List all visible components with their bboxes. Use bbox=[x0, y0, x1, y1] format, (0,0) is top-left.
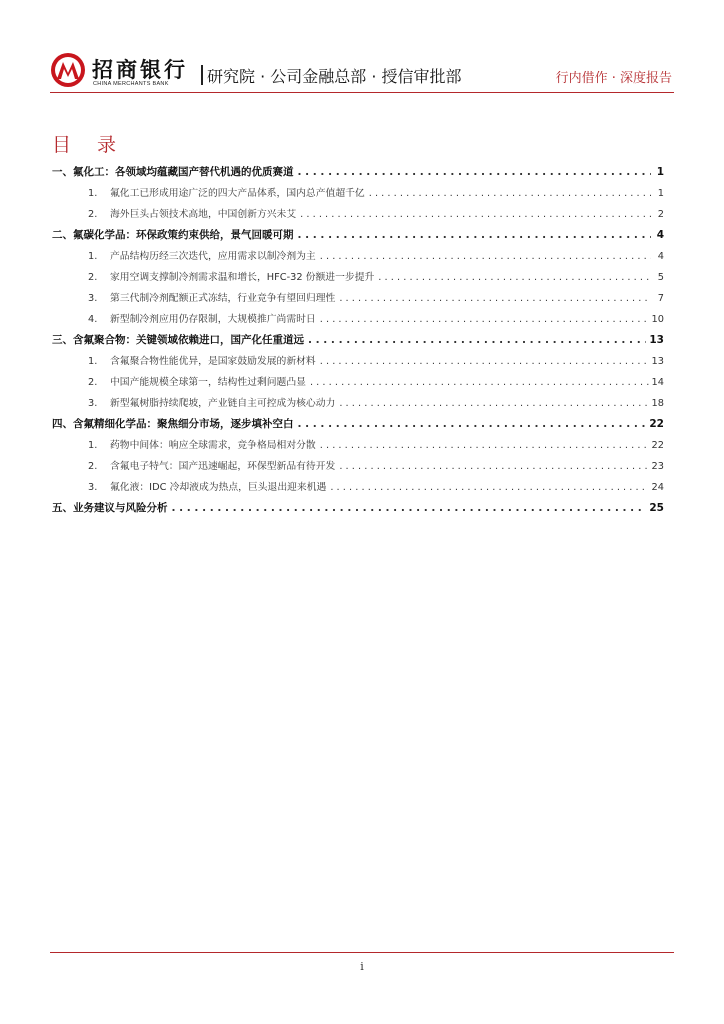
toc-section-entry[interactable] bbox=[52, 179, 664, 200]
toc-section-entry[interactable] bbox=[52, 284, 664, 305]
table-of-contents bbox=[52, 158, 664, 515]
report-type-label: 行内借作 · 深度报告 bbox=[555, 71, 672, 86]
toc-section-entry[interactable] bbox=[52, 473, 664, 494]
toc-dot-leader bbox=[339, 292, 651, 305]
toc-section-entry[interactable] bbox=[52, 368, 664, 389]
toc-dot-leader bbox=[300, 208, 651, 221]
toc-entry-title: 五、业务建议与风险分析 bbox=[52, 502, 168, 514]
toc-entry-number: 2. bbox=[88, 209, 98, 220]
toc-section-entry[interactable] bbox=[52, 263, 664, 284]
toc-dot-leader bbox=[378, 271, 651, 284]
toc-entry-number: 1. bbox=[88, 188, 98, 199]
toc-page-number: 22 bbox=[649, 418, 664, 430]
toc-dot-leader bbox=[320, 439, 649, 452]
department-line: 研究院 · 公司金融总部 · 授信审批部 bbox=[207, 67, 462, 86]
cmb-logo-icon bbox=[50, 52, 86, 88]
toc-entry-title: 药物中间体：响应全球需求，竞争格局相对分散 bbox=[110, 440, 316, 451]
toc-page-number: 1 bbox=[657, 188, 664, 199]
toc-page-number: 4 bbox=[657, 251, 664, 262]
toc-page-number: 10 bbox=[651, 314, 664, 325]
bank-name-en: CHINA MERCHANTS BANK bbox=[93, 81, 169, 87]
toc-section-entry[interactable] bbox=[52, 389, 664, 410]
toc-entry-title: 四、含氟精细化学品：聚焦细分市场，逐步填补空白 bbox=[52, 418, 294, 430]
toc-entry-title: 新型氟树脂持续爬坡，产业链自主可控成为核心动力 bbox=[110, 398, 336, 409]
toc-entry-title: 三、含氟聚合物：关键领域依赖进口，国产化任重道远 bbox=[52, 334, 304, 346]
toc-page-number: 5 bbox=[657, 272, 664, 283]
toc-page-number: 13 bbox=[651, 356, 664, 367]
header-separator bbox=[201, 65, 203, 85]
toc-entry-number: 3. bbox=[88, 398, 98, 409]
toc-dot-leader bbox=[172, 502, 647, 515]
toc-entry-number: 1. bbox=[88, 356, 98, 367]
toc-page-number: 23 bbox=[651, 461, 664, 472]
toc-entry-number: 4. bbox=[88, 314, 98, 325]
toc-chapter-entry[interactable] bbox=[52, 494, 664, 515]
toc-entry-number: 3. bbox=[88, 482, 98, 493]
toc-section-entry[interactable] bbox=[52, 347, 664, 368]
toc-entry-title: 二、氟碳化学品：环保政策约束供给，景气回暖可期 bbox=[52, 229, 294, 241]
toc-section-entry[interactable] bbox=[52, 431, 664, 452]
toc-page-number: 18 bbox=[651, 398, 664, 409]
toc-page-number: 7 bbox=[657, 293, 664, 304]
toc-page-number: 1 bbox=[656, 166, 664, 178]
toc-dot-leader bbox=[320, 250, 651, 263]
toc-entry-title: 含氟电子特气：国产迅速崛起，环保型新品有待开发 bbox=[110, 461, 336, 472]
toc-section-entry[interactable] bbox=[52, 305, 664, 326]
toc-entry-title: 氟化液：IDC 冷却液成为热点，巨头退出迎来机遇 bbox=[110, 482, 327, 493]
toc-dot-leader bbox=[298, 229, 652, 242]
toc-entry-title: 家用空调支撑制冷剂需求温和增长，HFC-32 份额进一步提升 bbox=[110, 272, 375, 283]
toc-entry-title: 海外巨头占领技术高地，中国创新方兴未艾 bbox=[110, 209, 297, 220]
toc-page-number: 13 bbox=[649, 334, 664, 346]
toc-entry-title: 一、氟化工：各领域均蕴藏国产替代机遇的优质赛道 bbox=[52, 166, 294, 178]
toc-chapter-entry[interactable] bbox=[52, 158, 664, 179]
toc-entry-title: 新型制冷剂应用仍存限制，大规模推广尚需时日 bbox=[110, 314, 316, 325]
toc-page-number: 24 bbox=[651, 482, 664, 493]
toc-chapter-entry[interactable] bbox=[52, 221, 664, 242]
toc-entry-title: 第三代制冷剂配额正式冻结，行业竞争有望回归理性 bbox=[110, 293, 336, 304]
toc-title: 目 录 bbox=[52, 134, 127, 156]
toc-entry-number: 2. bbox=[88, 272, 98, 283]
toc-chapter-entry[interactable] bbox=[52, 410, 664, 431]
toc-dot-leader bbox=[298, 418, 647, 431]
toc-dot-leader bbox=[320, 355, 649, 368]
toc-page-number: 14 bbox=[651, 377, 664, 388]
toc-entry-title: 氟化工已形成用途广泛的四大产品体系，国内总产值超千亿 bbox=[110, 188, 365, 199]
header-rule bbox=[50, 92, 674, 93]
toc-entry-number: 1. bbox=[88, 251, 98, 262]
toc-section-entry[interactable] bbox=[52, 452, 664, 473]
toc-dot-leader bbox=[298, 166, 652, 179]
toc-entry-title: 中国产能规模全球第一，结构性过剩问题凸显 bbox=[110, 377, 306, 388]
toc-page-number: 4 bbox=[656, 229, 664, 241]
toc-page-number: 22 bbox=[651, 440, 664, 451]
toc-page-number: 2 bbox=[657, 209, 664, 220]
bank-name-cn: 招商银行 bbox=[92, 57, 188, 82]
toc-entry-title: 含氟聚合物性能优异，是国家鼓励发展的新材料 bbox=[110, 356, 316, 367]
page-header bbox=[50, 50, 674, 94]
toc-dot-leader bbox=[339, 460, 648, 473]
toc-chapter-entry[interactable] bbox=[52, 326, 664, 347]
toc-dot-leader bbox=[330, 481, 648, 494]
toc-dot-leader bbox=[310, 376, 649, 389]
toc-entry-number: 2. bbox=[88, 377, 98, 388]
toc-dot-leader bbox=[320, 313, 649, 326]
toc-entry-number: 1. bbox=[88, 440, 98, 451]
toc-entry-number: 3. bbox=[88, 293, 98, 304]
footer-rule bbox=[50, 952, 674, 953]
toc-entry-title: 产品结构历经三次迭代，应用需求以制冷剂为主 bbox=[110, 251, 316, 262]
toc-dot-leader bbox=[369, 187, 651, 200]
toc-section-entry[interactable] bbox=[52, 200, 664, 221]
toc-page-number: 25 bbox=[649, 502, 664, 514]
toc-entry-number: 2. bbox=[88, 461, 98, 472]
toc-dot-leader bbox=[308, 334, 646, 347]
toc-dot-leader bbox=[339, 397, 648, 410]
toc-section-entry[interactable] bbox=[52, 242, 664, 263]
footer-page-number: i bbox=[360, 960, 364, 973]
